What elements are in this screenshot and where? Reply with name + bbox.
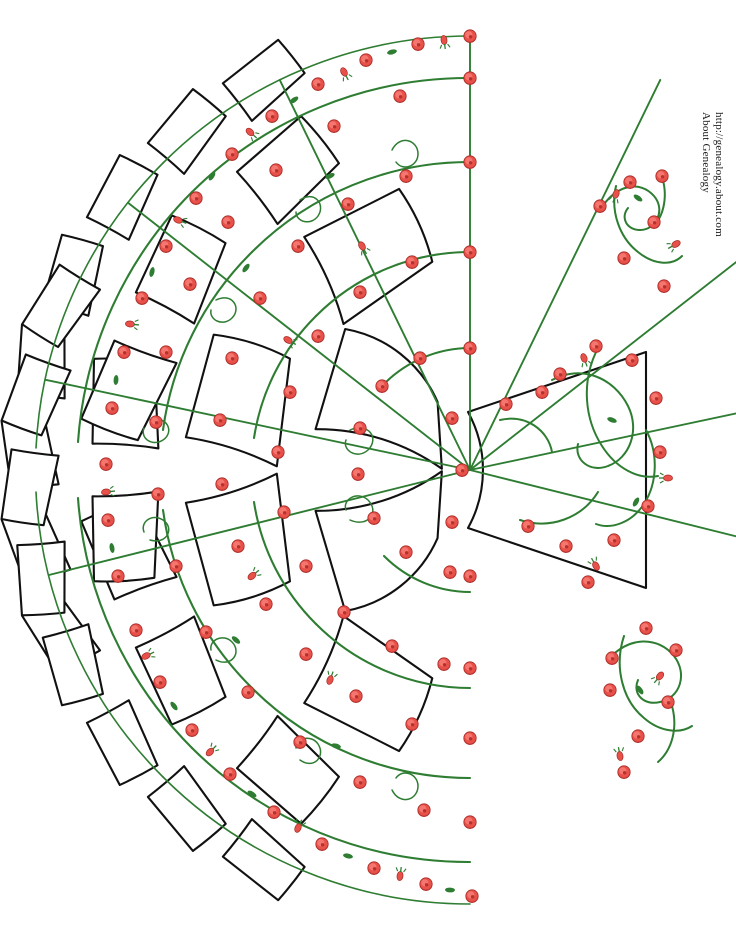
name-box[interactable] — [85, 699, 160, 786]
fan-chart-boxes — [0, 27, 646, 914]
name-box[interactable] — [85, 154, 160, 241]
credit-site-url: http://genealogy.about.com — [713, 112, 725, 237]
name-box[interactable] — [151, 443, 330, 630]
name-box[interactable] — [294, 444, 454, 629]
name-box[interactable] — [144, 83, 230, 179]
name-box[interactable] — [468, 352, 646, 588]
name-box[interactable] — [151, 309, 330, 496]
credit-site-name: About Genealogy — [700, 112, 712, 193]
name-box[interactable] — [127, 610, 235, 731]
name-box[interactable] — [127, 209, 235, 330]
name-box[interactable] — [144, 761, 230, 857]
